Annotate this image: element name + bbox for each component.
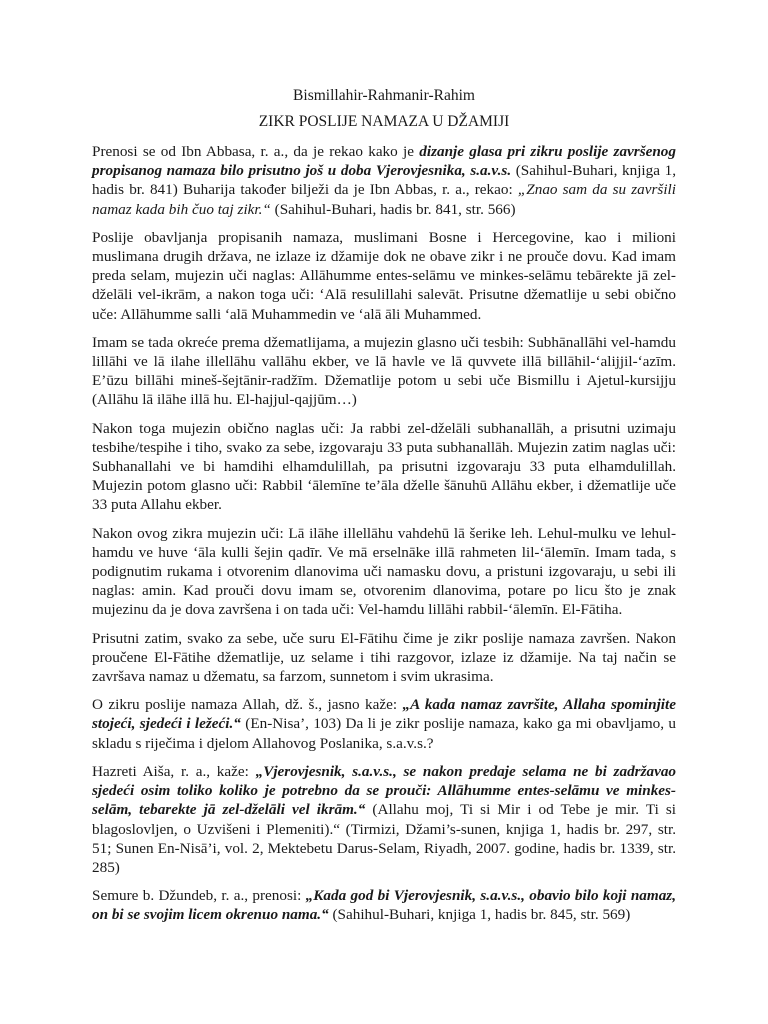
text-run: (Allahu moj, Ti si Mir i od Tebe je mir. Ti si blagoslovljen, o Uzvišeni i Plemeniti).“ (Tirmizi, Džami’s-sunen, knjiga 1, hadis br. 297, str. 51; Sunen En-Nisā’i, vol. 2, Mektebetu Darus-Selam, Riyadh, 2007. godine, hadis br. 1339, str. 285) — [92, 801, 677, 876]
body-paragraph — [92, 762, 676, 877]
text-run: (Sahihul-Buhari, knjiga 1, hadis br. 845, str. 569) — [328, 906, 631, 924]
body-paragraph — [92, 695, 676, 753]
text-run: Poslije obavljanja propisanih namaza, muslimani Bosne i Hercegovine, kao i milioni muslimana drugih država, ne izlaze iz džamije dok ne obave zikr i ne prouče dovu. Kad imam preda selam, mujezin uči naglas: Allāhumme entes-selāmu ve minkes-selāmu tebārekte jā zel-dželāli vel-ikrām, a nakon toga uči: ‘Alā resulillahi salevāt. Prisutne džematlije u sebi obično uče: Allāhumme salli ‘alā Muhammedin ve ‘alā āli Muhammed. — [92, 228, 676, 323]
document-page — [92, 86, 676, 934]
text-run: Semure b. Džundeb, r. a., prenosi: — [92, 887, 306, 905]
emphasized-quote: dizanje glasa pri zikru poslije završenog propisanog namaza bilo prisutno još u doba Vjerovjesnika, s.a.v.s. — [92, 143, 676, 180]
document-body — [92, 142, 676, 925]
italic-quote: „Znao sam da su završili namaz kada bih čuo taj zikr.“ — [92, 181, 676, 218]
basmala-heading: Bismillahir-Rahmanir-Rahim — [293, 87, 475, 104]
text-run: (En-Nisa’, 103) Da li je zikr poslije namaza, kako ga mi obavljamo, u skladu s riječima i djelom Allahovog Poslanika, s.a.v.s.? — [92, 715, 676, 752]
emphasized-quote: „Kada god bi Vjerovjesnik, s.a.v.s., obavio bilo koji namaz, on bi se svojim licem okrenuo nama.“ — [92, 887, 676, 924]
emphasized-quote: „A kada namaz završite, Allaha spominjite stojeći, sjedeći i ležeći.“ — [92, 696, 676, 733]
body-paragraph — [92, 142, 676, 219]
text-run: O zikru poslije namaza Allah, dž. š., jasno kaže: — [92, 696, 403, 714]
text-run: (Sahihul-Buhari, hadis br. 841, str. 566) — [270, 200, 516, 218]
body-paragraph — [92, 524, 676, 620]
body-paragraph — [92, 419, 676, 515]
body-paragraph — [92, 333, 676, 410]
text-run: Nakon toga mujezin obično naglas uči: Ja rabbi zel-dželāli subhanallāh, a prisutni uzimaju tesbihe/tespihe i tiho, svako za sebe, izgovaraju 33 puta subhanallāh. Mujezin zatim naglas uči: Subhanallahi ve bi hamdihi elhamdulillah, pa prisutni izgovaraju 33 puta elhamdulillah. Mujezin potom glasno uči: Rabbil ‘ālemīne te’āla dželle šānuhū Allāhu ekber, i džematlije uče 33 puta Allahu ekber. — [92, 419, 676, 514]
text-run: (Sahihul-Buhari, knjiga 1, hadis br. 841) Buharija također bilježi da je Ibn Abbas, r. a., rekao: — [92, 162, 676, 199]
document-title: ZIKR POSLIJE NAMAZA U DŽAMIJI — [258, 113, 510, 130]
text-run: Hazreti Aiša, r. a., kaže: — [92, 762, 256, 780]
body-paragraph — [92, 629, 676, 687]
emphasized-quote: „Vjerovjesnik, s.a.v.s., se nakon predaje selama ne bi zadržavao sjedeći osim toliko koliko je potrebno da se prouči: Allāhumme entes-selāmu ve minkes-selām, tebarekte jā zel-dželāli vel ikrām.“ — [92, 762, 677, 819]
text-run: Nakon ovog zikra mujezin uči: Lā ilāhe illellāhu vahdehū lā šerike leh. Lehul-mulku ve lehul-hamdu ve huve ‘āla kulli šejin qadīr. Ve mā erselnāke illā rahmeten lil-‘ālemīn. Imam tada, s podignutim rukama i otvorenim dlanovima uči namasku dovu, a pristuni izgovaraju, u sebi ili naglas: amin. Kad prouči dovu imam se, otvorenim dlanovima, potare po licu što je znak mujezinu da je dova završena i on tada uči: Vel-hamdu lillāhi rabbil-‘ālemīn. El-Fātiha. — [92, 524, 676, 619]
body-paragraph — [92, 886, 676, 924]
body-paragraph — [92, 228, 676, 324]
text-run: Prisutni zatim, svako za sebe, uče suru El-Fātihu čime je zikr poslije namaza završen. Nakon proučene El-Fātihe džematlije, uz selame i tihi razgovor, izlaze iz džamije. Na taj način se završava namaz u džematu, sa farzom, sunnetom i svim ukrasima. — [92, 629, 676, 686]
text-run: Prenosi se od Ibn Abbasa, r. a., da je rekao kako je — [92, 143, 420, 160]
text-run: Imam se tada okreće prema džematlijama, a mujezin glasno uči tesbih: Subhānallāhi vel-hamdu lillāhi ve lā ilahe illellāhu vallāhu ekber, ve lā havle ve lā quvvete illā billāhil-‘alijjil-‘azīm. E’ūzu billāhi mineš-šejtānir-radžīm. Džematlije potom u sebi uče Bismillu i Ajetul-kursijju (Allāhu lā ilāhe illā hu. El-hajjul-qajjūm…) — [92, 333, 676, 409]
